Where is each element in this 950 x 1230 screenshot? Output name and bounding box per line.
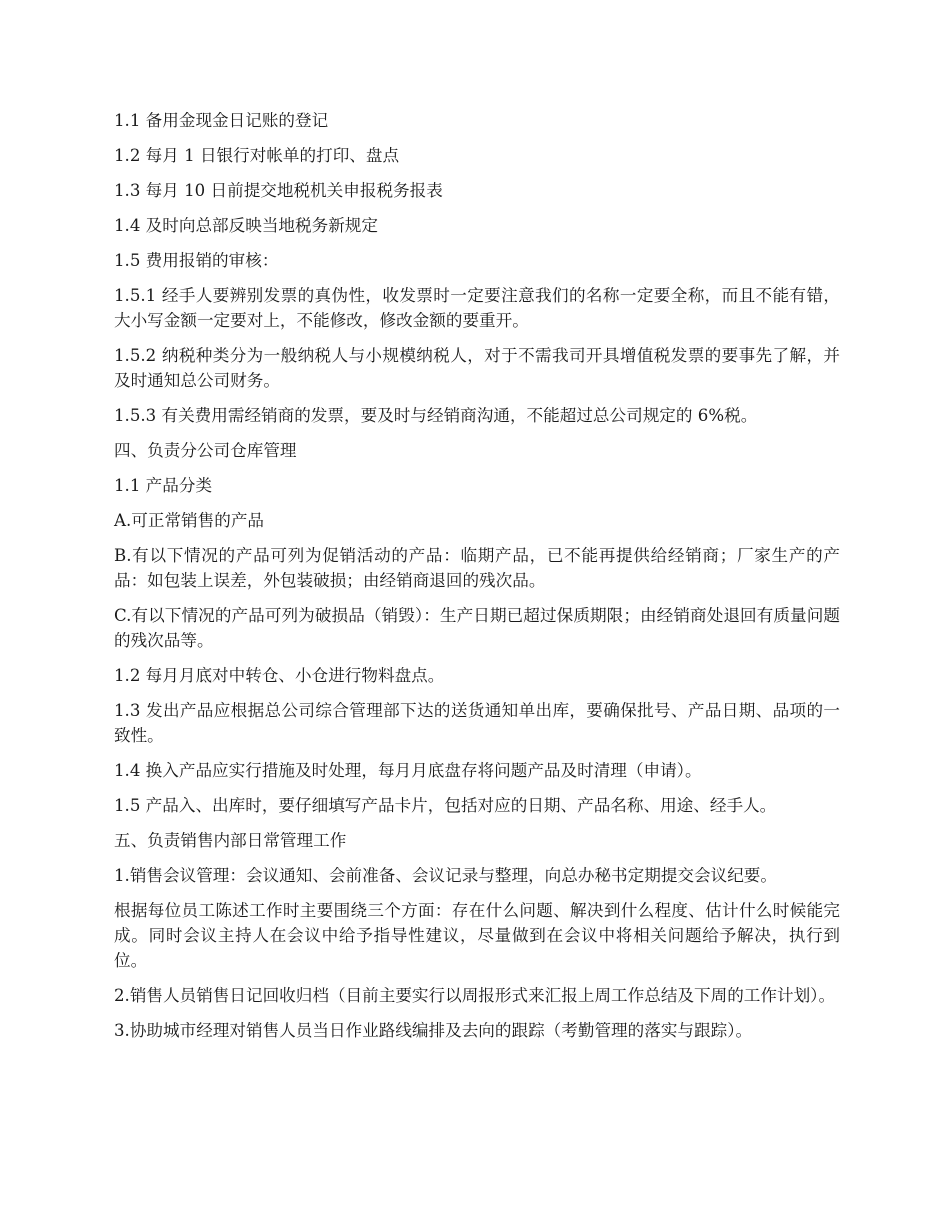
paragraph-1-4-tax-rules: 1.4 及时向总部反映当地税务新规定 — [114, 216, 378, 235]
paragraph-1-4-exchange: 1.4 换入产品应实行措施及时处理，每月月底盘存将问题产品及时清理（申请）。 — [114, 761, 702, 780]
paragraph-1-2-stocktake: 1.2 每月月底对中转仓、小仓进行物料盘点。 — [114, 666, 445, 685]
section-heading-warehouse: 四、负责分公司仓库管理 — [114, 441, 297, 460]
paragraph-1-5-3-dealer-invoice: 1.5.3 有关费用需经销商的发票，要及时与经销商沟通，不能超过总公司规定的 6%税。 — [114, 406, 758, 425]
paragraph-1-1-petty-cash: 1.1 备用金现金日记账的登记 — [114, 111, 329, 130]
paragraph-1-5-product-card: 1.5 产品入、出库时，要仔细填写产品卡片，包括对应的日期、产品名称、用途、经手人。 — [114, 796, 777, 815]
paragraph-1-5-expense-review: 1.5 费用报销的审核： — [114, 251, 279, 270]
paragraph-b-promotion: B.有以下情况的产品可列为促销活动的产品：临期产品，已不能再提供给经销商；厂家生产的产品：如包装上误差，外包装破损；由经销商退回的残次品。 — [114, 546, 840, 590]
paragraph-1-2-bank-statement: 1.2 每月 1 日银行对帐单的打印、盘点 — [114, 146, 400, 165]
document-body — [114, 108, 840, 1053]
paragraph-1-5-1-invoice-check: 1.5.1 经手人要辨别发票的真伪性，收发票时一定要注意我们的名称一定要全称，而且不能有错，大小写金额一定要对上，不能修改，修改金额的要重开。 — [114, 286, 840, 330]
paragraph-meeting-detail: 根据每位员工陈述工作时主要围绕三个方面：存在什么问题、解决到什么程度、估计什么时候能完成。同时会议主持人在会议中给予指导性建议，尽量做到在会议中将相关问题给予解决，执行到位。 — [114, 901, 840, 970]
section-heading-sales-management: 五、负责销售内部日常管理工作 — [114, 831, 347, 850]
paragraph-1-3-outbound: 1.3 发出产品应根据总公司综合管理部下达的送货通知单出库，要确保批号、产品日期、品项的一致性。 — [114, 701, 840, 745]
paragraph-a-normal-sale: A.可正常销售的产品 — [114, 511, 265, 530]
paragraph-1-1-product-class: 1.1 产品分类 — [114, 476, 213, 495]
paragraph-1-5-2-taxpayer-types: 1.5.2 纳税种类分为一般纳税人与小规模纳税人，对于不需我司开具增值税发票的要事先了解，并及时通知总公司财务。 — [114, 346, 840, 390]
paragraph-2-sales-diary: 2.销售人员销售日记回收归档（目前主要实行以周报形式来汇报上周工作总结及下周的工作计划）。 — [114, 986, 836, 1005]
paragraph-1-sales-meeting: 1.销售会议管理：会议通知、会前准备、会议记录与整理，向总办秘书定期提交会议纪要。 — [114, 866, 777, 885]
paragraph-1-3-tax-report: 1.3 每月 10 日前提交地税机关申报税务报表 — [114, 181, 443, 200]
paragraph-3-route-tracking: 3.协助城市经理对销售人员当日作业路线编排及去向的跟踪（考勤管理的落实与跟踪）。 — [114, 1021, 753, 1040]
paragraph-c-damaged: C.有以下情况的产品可列为破损品（销毁）：生产日期已超过保质期限；由经销商处退回有质量问题的残次品等。 — [114, 606, 840, 650]
